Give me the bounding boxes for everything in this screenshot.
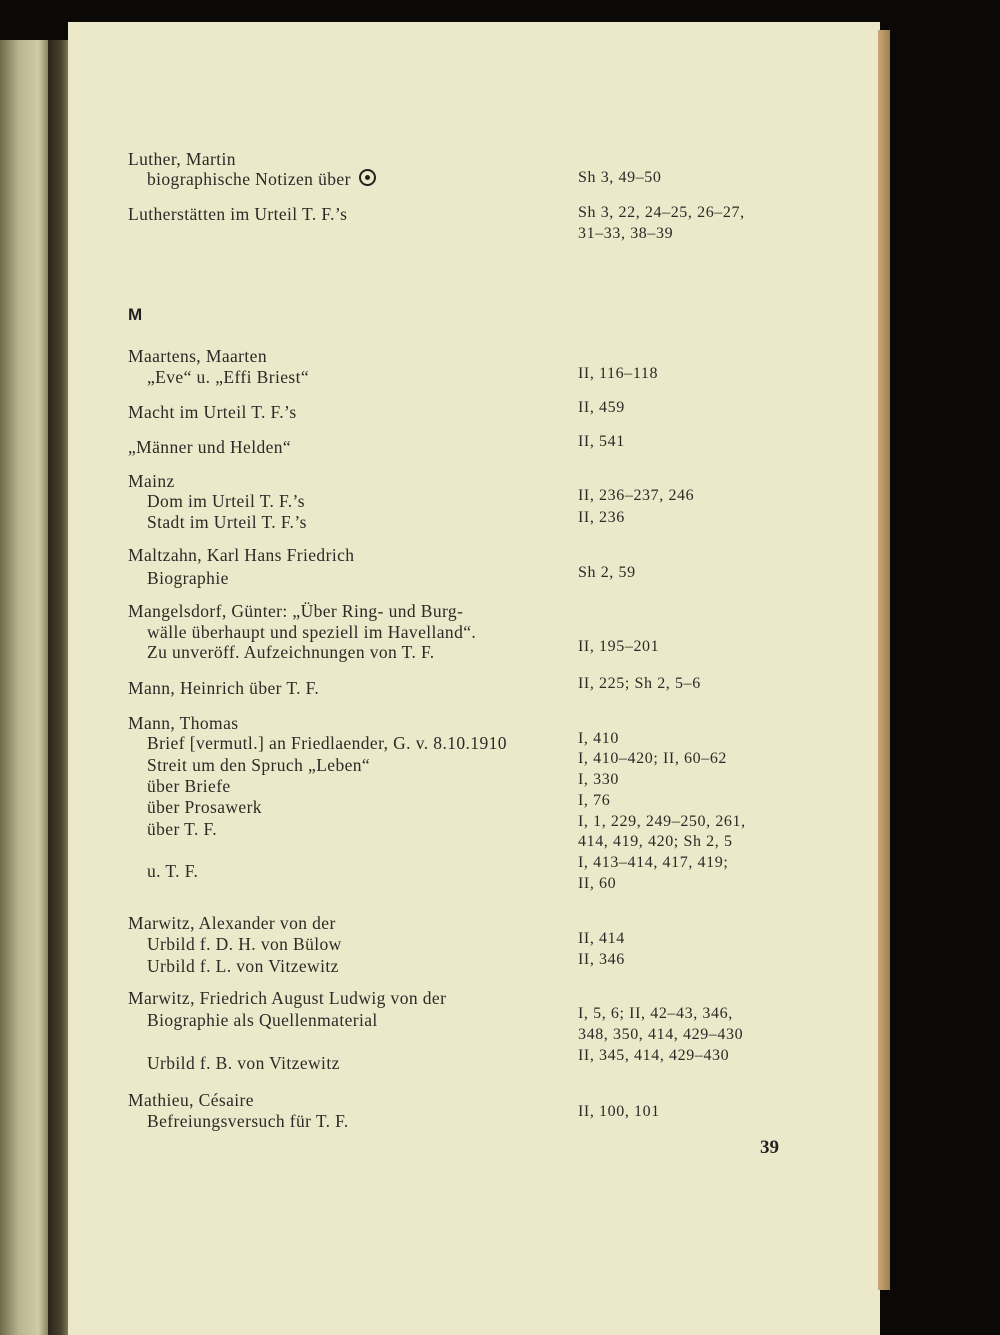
page-reference: Sh 3, 49–50	[578, 169, 662, 186]
page-reference: 414, 419, 420; Sh 2, 5	[578, 833, 733, 850]
index-subentry: wälle überhaupt und speziell im Havelland“.	[147, 622, 477, 642]
page-reference: II, 541	[578, 433, 625, 450]
index-entry: „Männer und Helden“	[128, 437, 292, 457]
page-reference: II, 100, 101	[578, 1103, 660, 1120]
index-subentry-text: biographische Notizen über	[147, 169, 351, 189]
page-reference: I, 413–414, 417, 419;	[578, 854, 729, 871]
index-entry: Lutherstätten im Urteil T. F.’s	[128, 204, 348, 224]
page-reference: II, 116–118	[578, 365, 659, 382]
index-subentry: Biographie	[147, 568, 229, 588]
index-subentry: Zu unveröff. Aufzeichnungen von T. F.	[147, 642, 435, 662]
page-reference: I, 5, 6; II, 42–43, 346,	[578, 1005, 733, 1022]
page-reference: I, 330	[578, 771, 619, 788]
page-reference: II, 195–201	[578, 638, 660, 655]
index-subentry: Streit um den Spruch „Leben“	[147, 755, 371, 775]
circled-dot-icon	[359, 169, 376, 186]
index-entry: Maltzahn, Karl Hans Friedrich	[128, 545, 355, 565]
page-reference: Sh 2, 59	[578, 564, 636, 581]
index-entry: Mangelsdorf, Günter: „Über Ring- und Burg-	[128, 601, 464, 621]
index-subentry: „Eve“ u. „Effi Briest“	[147, 367, 310, 387]
index-entry: Maartens, Maarten	[128, 346, 267, 366]
page-number: 39	[760, 1137, 779, 1158]
page-reference: II, 459	[578, 399, 625, 416]
page-reference: II, 60	[578, 875, 617, 892]
index-entry: Marwitz, Friedrich August Ludwig von der	[128, 988, 447, 1008]
index-subentry: über Briefe	[147, 776, 231, 796]
page-reference: I, 410	[578, 730, 619, 747]
index-subentry	[147, 169, 376, 189]
index-subentry: Brief [vermutl.] an Friedlaender, G. v. 8.10.1910	[147, 733, 507, 753]
page-reference: Sh 3, 22, 24–25, 26–27,	[578, 204, 745, 221]
page-reference: II, 345, 414, 429–430	[578, 1047, 730, 1064]
index-subentry: über Prosawerk	[147, 797, 262, 817]
page-reference: II, 236–237, 246	[578, 487, 695, 504]
page-reference: II, 346	[578, 951, 625, 968]
index-subentry: Urbild f. B. von Vitzewitz	[147, 1053, 340, 1073]
index-subentry: Dom im Urteil T. F.’s	[147, 491, 306, 511]
index-entry: Mann, Heinrich über T. F.	[128, 678, 320, 698]
index-subentry: Urbild f. D. H. von Bülow	[147, 934, 342, 954]
page-reference: I, 76	[578, 792, 611, 809]
page-reference: II, 414	[578, 930, 625, 947]
index-entry: Luther, Martin	[128, 149, 236, 169]
page-reference: 348, 350, 414, 429–430	[578, 1026, 744, 1043]
index-entry: Mainz	[128, 471, 175, 491]
index-entry: Mathieu, Césaire	[128, 1090, 254, 1110]
index-entry: Mann, Thomas	[128, 713, 239, 733]
index-subentry: Biographie als Quellenmaterial	[147, 1010, 378, 1030]
page-reference: I, 410–420; II, 60–62	[578, 750, 728, 767]
page-reference: 31–33, 38–39	[578, 225, 674, 242]
section-letter: M	[128, 305, 143, 324]
page-reference: II, 225; Sh 2, 5–6	[578, 675, 701, 692]
page-reference: II, 236	[578, 509, 625, 526]
index-subentry: Urbild f. L. von Vitzewitz	[147, 956, 339, 976]
index-subentry: Stadt im Urteil T. F.’s	[147, 512, 307, 532]
page-reference: I, 1, 229, 249–250, 261,	[578, 813, 746, 830]
index-entry: Marwitz, Alexander von der	[128, 913, 336, 933]
index-subentry: über T. F.	[147, 819, 218, 839]
index-subentry: u. T. F.	[147, 861, 199, 881]
index-entry: Macht im Urteil T. F.’s	[128, 402, 297, 422]
index-subentry: Befreiungsversuch für T. F.	[147, 1111, 349, 1131]
